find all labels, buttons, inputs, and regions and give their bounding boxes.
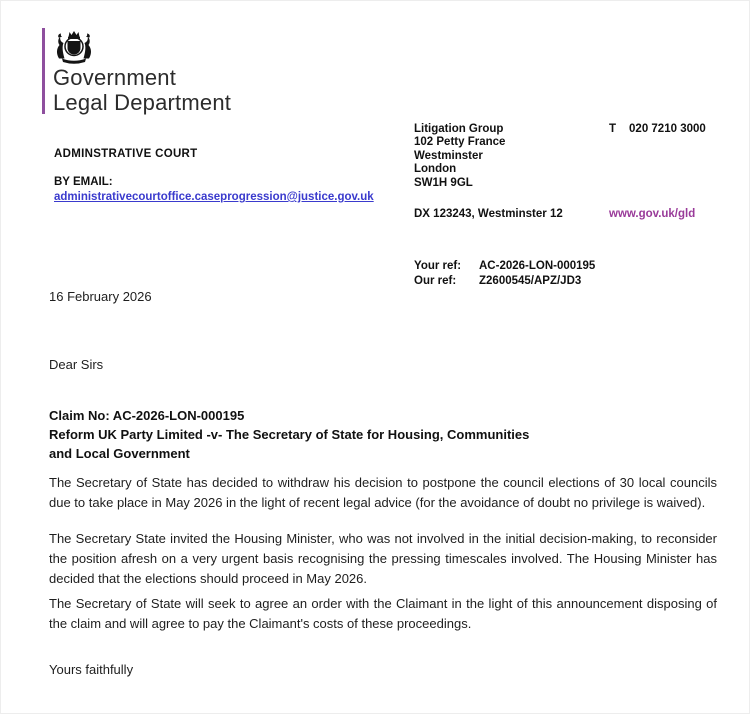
phone-label: T (609, 123, 617, 135)
letter-date: 16 February 2026 (49, 289, 152, 304)
address-line: SW1H 9GL (414, 176, 473, 189)
body-paragraph-3: The Secretary of State will seek to agree an order with the Claimant in the light of this announcement disposing of the claim and will agree to pay the Claimant's costs of these proceedings. (49, 596, 717, 631)
by-email-label: BY EMAIL: (54, 176, 113, 188)
our-ref-label: Our ref: (414, 275, 457, 287)
address-line: Litigation Group (414, 123, 504, 135)
salutation: Dear Sirs (49, 357, 104, 372)
body-paragraph-1: The Secretary of State has decided to withdraw his decision to postpone the council elections of 30 local councils due to take place in May 2026 in the light of recent legal advice (for the avoidance of doubt no privilege is waived). (49, 475, 717, 510)
brand-name-line2: Legal Department (53, 90, 232, 115)
your-ref-row (414, 259, 595, 274)
address-line: London (414, 163, 457, 176)
claim-parties-line2: and Local Government (49, 446, 190, 461)
our-ref-row (414, 274, 595, 289)
brand-name-line1: Government (53, 65, 177, 90)
dx-address: DX 123243, Westminster 12 (414, 208, 563, 220)
brand-name (53, 65, 231, 115)
royal-arms-icon (52, 28, 96, 65)
reference-block (414, 259, 595, 289)
address-line: 102 Petty France (414, 136, 506, 149)
our-ref-value: Z2600545/APZ/JD3 (479, 275, 582, 287)
claim-heading (49, 406, 529, 463)
claim-parties-line: Reform UK Party Limited -v- The Secretary of State for Housing, Communities (49, 427, 530, 442)
closing-valediction: Yours faithfully (49, 662, 134, 677)
court-name: ADMINSTRATIVE COURT (54, 148, 198, 160)
phone-row (609, 123, 706, 135)
body-paragraph-2: The Secretary State invited the Housing Minister, who was not involved in the initial decision-making, to reconsider the position afresh on a very urgent basis recognising the pressing timescales involved. The Housing Minister has decided that the elections should proceed in May 2026. (49, 531, 717, 586)
address-line: Westminster (414, 149, 483, 162)
brand-accent-bar (42, 28, 45, 114)
your-ref-label: Your ref: (414, 260, 462, 272)
court-email-link[interactable]: administrativecourtoffice.caseprogression@justice.gov.uk (54, 191, 374, 203)
website-link[interactable]: www.gov.uk/gld (609, 208, 696, 220)
office-address (414, 123, 505, 190)
claim-number-line: Claim No: AC-2026-LON-000195 (49, 408, 245, 423)
phone-number: 020 7210 3000 (629, 123, 706, 135)
your-ref-value: AC-2026-LON-000195 (479, 260, 596, 272)
